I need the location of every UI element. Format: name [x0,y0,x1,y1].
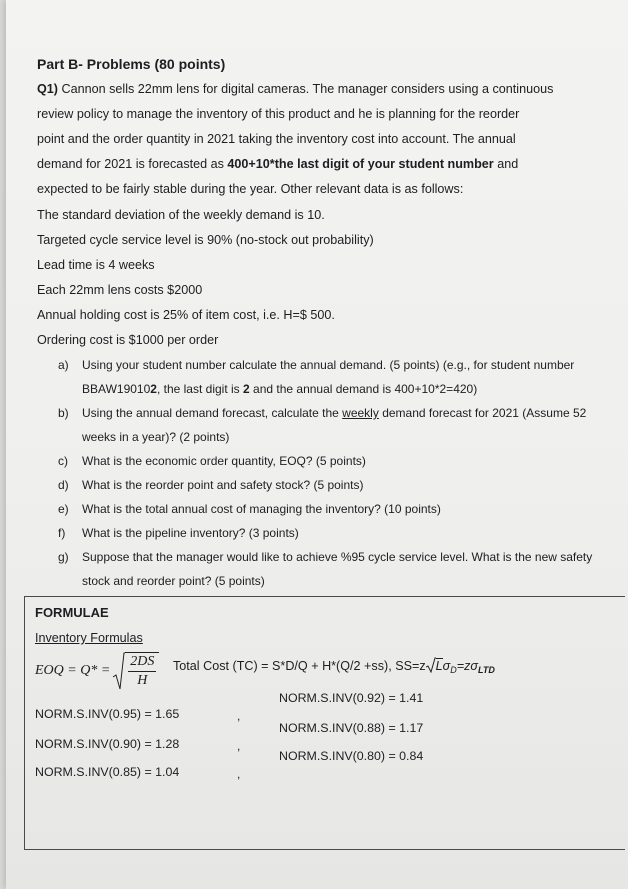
formulae-title: FORMULAE [35,605,109,620]
q1-label: Q1) [37,82,58,96]
part-c: c) What is the economic order quantity, EOQ? (5 points) [58,454,366,468]
inventory-formulas-title: Inventory Formulas [35,631,143,645]
q1-line-1: Q1) Cannon sells 22mm lens for digital cameras. The manager considers using a continuous [37,82,554,96]
q1-line-3: point and the order quantity in 2021 taking the inventory cost into account. The annual [37,132,516,146]
separator-3: , [237,767,241,781]
separator-2: , [237,739,241,753]
data-line-holding: Annual holding cost is 25% of item cost, i.e. H=$ 500. [37,308,335,322]
eoq-denominator: H [137,673,148,688]
norm-left-3: NORM.S.INV(0.85) = 1.04 [35,765,180,779]
part-b-label: b) [58,406,69,420]
q1-line-2: review policy to manage the inventory of this product and he is planning for the reorder [37,107,520,121]
data-line-cost: Each 22mm lens costs $2000 [37,283,203,297]
sqrt-symbol [113,651,159,691]
part-b: b) Using the annual demand forecast, calculate the weekly demand forecast for 2021 (Assume 52 [58,406,587,420]
part-b-line-2: weeks in a year)? (2 points) [82,430,230,444]
part-e: e) What is the total annual cost of managing the inventory? (10 points) [58,502,441,516]
eoq-numerator: 2DS [128,653,156,672]
part-d: d) What is the reorder point and safety stock? (5 points) [58,478,364,492]
data-line-ordering: Ordering cost is $1000 per order [37,333,219,347]
radical-small-icon [426,657,436,673]
part-f: f) What is the pipeline inventory? (3 points) [58,526,299,540]
data-line-stddev: The standard deviation of the weekly demand is 10. [37,208,325,222]
norm-left-2: NORM.S.INV(0.90) = 1.28 [35,737,180,751]
data-line-lead-time: Lead time is 4 weeks [37,258,155,272]
norm-right-1: NORM.S.INV(0.92) = 1.41 [279,691,424,705]
section-title: Part B- Problems (80 points) [37,56,226,72]
norm-left-1: NORM.S.INV(0.95) = 1.65 [35,707,180,721]
part-g: g) Suppose that the manager would like to achieve %95 cycle service level. What is the new safety [58,550,593,564]
radical-icon [113,651,125,691]
exam-page [6,0,628,889]
separator-1: , [237,709,241,723]
part-a-label: a) [58,358,69,372]
eoq-formula: EOQ = Q* = $\frac{2DS}{H}$ [35,651,159,691]
norm-right-2: NORM.S.INV(0.88) = 1.17 [279,721,424,735]
norm-right-3: NORM.S.INV(0.80) = 0.84 [279,749,424,763]
q1-line-4: demand for 2021 is forecasted as 400+10*the last digit of your student number and [37,157,519,171]
part-a-line-2: BBAW190102, the last digit is 2 and the annual demand is 400+10*2=420) [82,382,478,396]
data-line-service-level: Targeted cycle service level is 90% (no-stock out probability) [37,233,374,247]
q1-line-5: expected to be fairly stable during the year. Other relevant data is as follows: [37,182,464,196]
part-g-line-2: stock and reorder point? (5 points) [82,574,265,588]
total-cost-formula: Total Cost (TC) = S*D/Q + H*(Q/2 +ss), SS=z $L\sigma_D=z\sigma_{LTD}$ [173,659,495,675]
part-a: a) Using your student number calculate the annual demand. (5 points) (e.g., for student number [58,358,575,372]
formulae-box [24,596,625,850]
